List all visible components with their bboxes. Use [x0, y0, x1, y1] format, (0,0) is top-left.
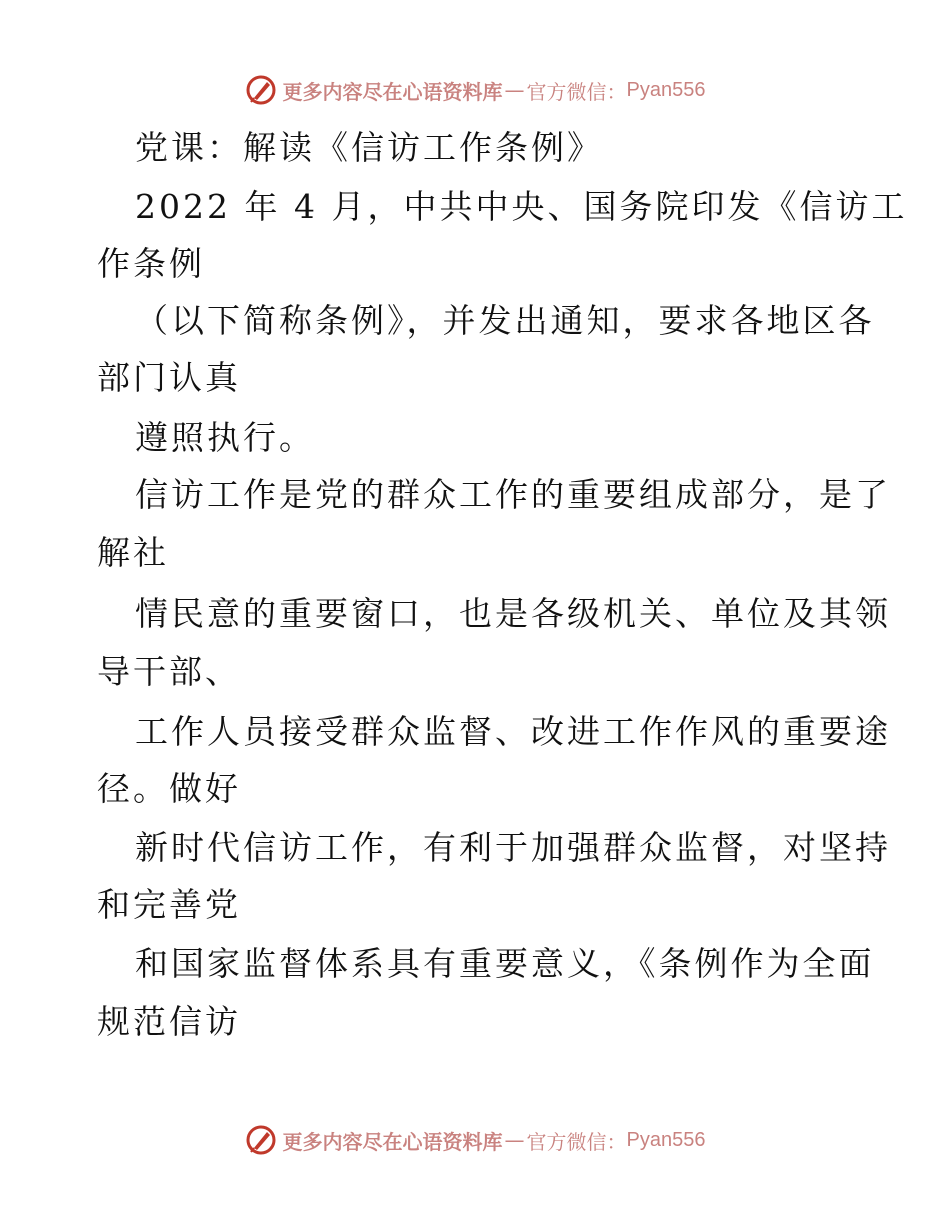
text-line: 规范信访	[97, 1002, 241, 1041]
text-line: 2022 年 4 月，中共中央、国务院印发《信访工	[135, 187, 908, 226]
text-line: 信访工作是党的群众工作的重要组成部分，是了	[135, 475, 891, 514]
text-line: 部门认真	[97, 358, 241, 397]
promo-text: 更多内容尽在心语资料库	[282, 1129, 503, 1154]
footer-banner	[0, 1120, 950, 1160]
text-line: 和完善党	[97, 885, 241, 924]
banner-separator: —	[504, 1128, 525, 1152]
text-line: 导干部、	[97, 652, 241, 691]
wechat-account: Pyan556	[626, 1128, 706, 1151]
wechat-label: 官方微信：	[526, 79, 627, 104]
text-line: （以下简称条例》，并发出通知，要求各地区各	[135, 301, 875, 340]
wechat-account: Pyan556	[626, 78, 706, 101]
text-line: 情民意的重要窗口，也是各级机关、单位及其领	[135, 594, 891, 633]
text-line: 遵照执行。	[135, 418, 315, 457]
text-line: 作条例	[97, 244, 205, 283]
text-line: 和国家监督体系具有重要意义，《条例作为全面	[135, 944, 875, 983]
text-line: 解社	[97, 533, 169, 572]
quill-logo-icon	[245, 1124, 277, 1156]
banner-separator: —	[504, 78, 525, 102]
wechat-label: 官方微信：	[526, 1129, 627, 1154]
promo-text: 更多内容尽在心语资料库	[282, 79, 503, 104]
document-title: 党课：解读《信访工作条例》	[135, 128, 603, 167]
text-line: 新时代信访工作，有利于加强群众监督，对坚持	[135, 828, 891, 867]
text-line: 径。做好	[97, 769, 241, 808]
text-line: 工作人员接受群众监督、改进工作作风的重要途	[135, 712, 891, 751]
